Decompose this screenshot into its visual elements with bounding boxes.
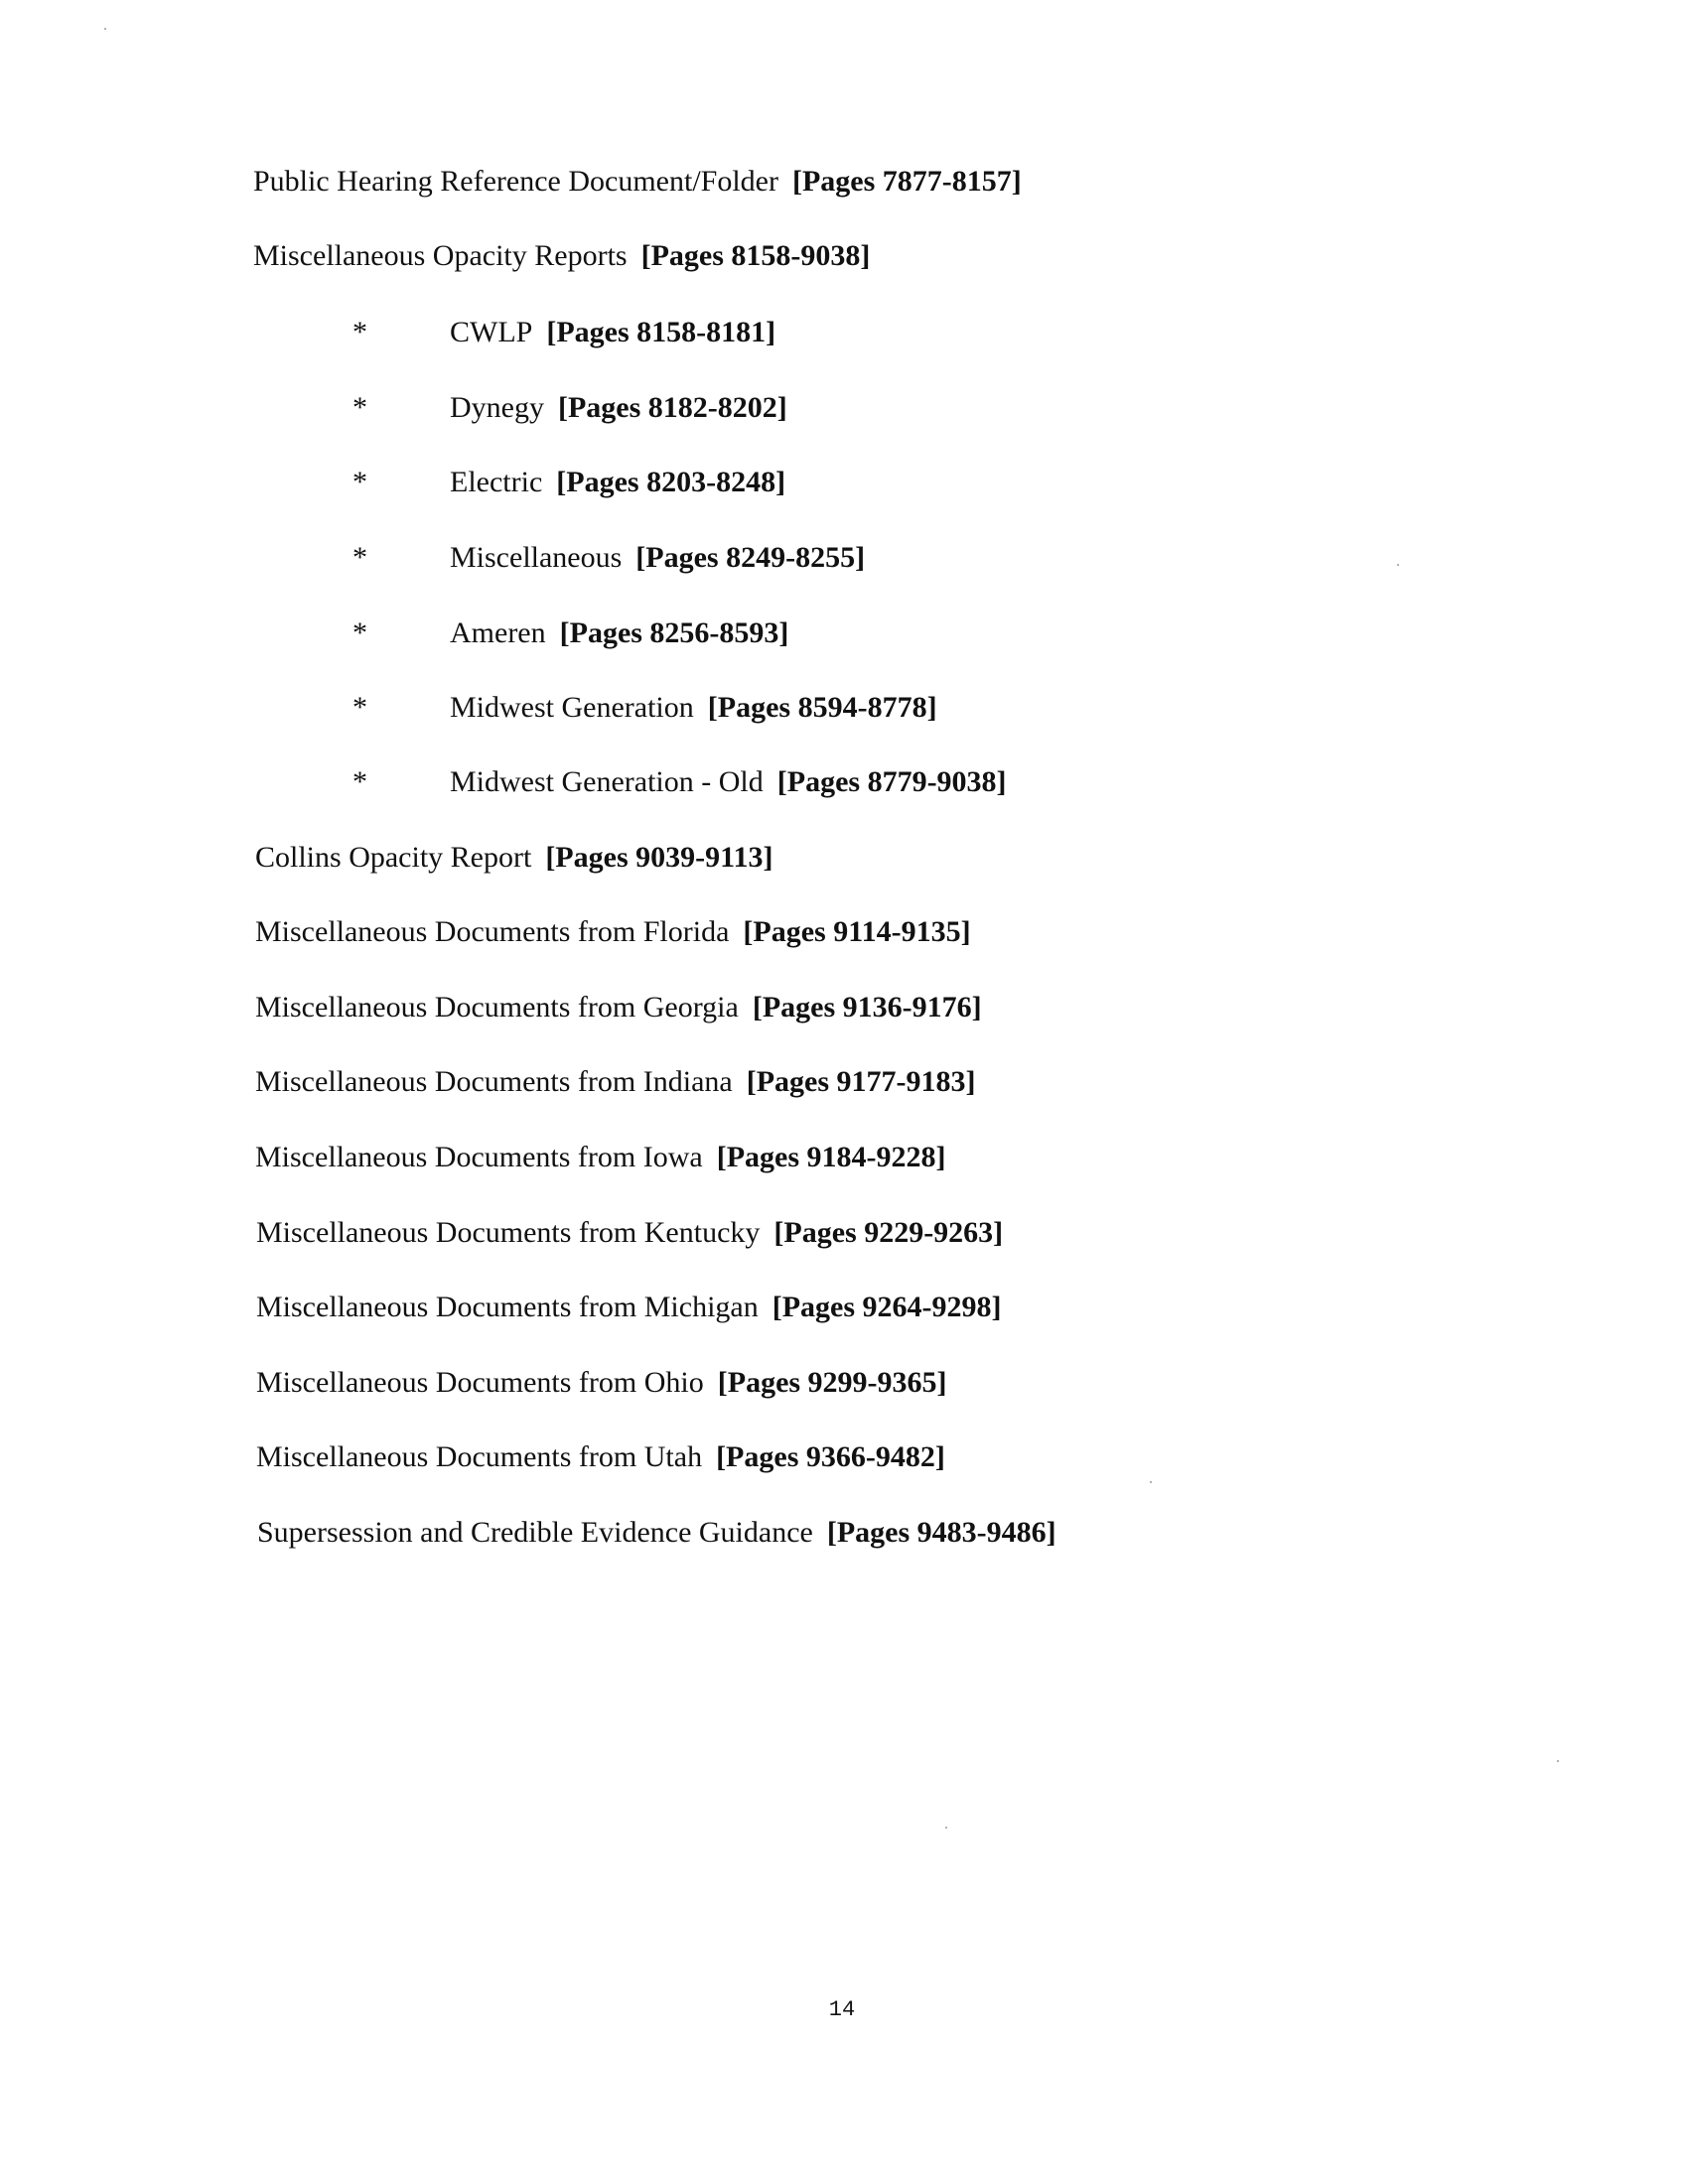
toc-entry (255, 1140, 946, 1175)
toc-subentry (450, 540, 865, 576)
toc-subentry (450, 764, 1007, 800)
subentry-title: Electric (450, 466, 543, 498)
bullet-marker: * (352, 316, 367, 348)
subentry-pages: [Pages 8182-8202] (557, 391, 787, 424)
scan-speck (1397, 564, 1399, 566)
toc-entry (256, 1439, 945, 1475)
subentry-pages: [Pages 8779-9038] (776, 765, 1007, 798)
subentry-title: CWLP (450, 316, 533, 348)
bullet-marker: * (352, 466, 367, 498)
entry-pages: [Pages 9483-9486] (826, 1516, 1056, 1549)
entry-title: Miscellaneous Documents from Michigan (256, 1291, 759, 1323)
entry-pages: [Pages 9264-9298] (772, 1291, 1002, 1323)
toc-entry (256, 1290, 1002, 1325)
toc-entry (253, 238, 870, 274)
bullet-marker: * (352, 691, 367, 724)
toc-entry (255, 1064, 976, 1100)
bullet-marker: * (352, 616, 367, 649)
subentry-title: Dynegy (450, 391, 544, 424)
entry-title: Miscellaneous Documents from Georgia (255, 991, 739, 1024)
entry-title: Miscellaneous Documents from Iowa (255, 1141, 703, 1173)
scan-speck (104, 28, 106, 30)
scan-speck (1150, 1481, 1152, 1483)
entry-pages: [Pages 8158-9038] (640, 239, 871, 272)
entry-title: Miscellaneous Documents from Indiana (255, 1065, 733, 1098)
toc-entry (255, 914, 971, 950)
entry-title: Collins Opacity Report (255, 841, 532, 874)
bullet-marker: * (352, 765, 367, 798)
entry-pages: [Pages 9177-9183] (746, 1065, 976, 1098)
page-number: 14 (828, 1997, 856, 2022)
toc-entry (256, 1215, 1003, 1251)
bullet-marker: * (352, 391, 367, 424)
entry-pages: [Pages 9114-9135] (743, 915, 971, 948)
subentry-pages: [Pages 8203-8248] (556, 466, 786, 498)
entry-title: Miscellaneous Documents from Florida (255, 915, 730, 948)
scan-speck (1557, 1760, 1559, 1762)
entry-pages: [Pages 7877-8157] (791, 165, 1022, 198)
subentry-pages: [Pages 8256-8593] (559, 616, 789, 649)
entry-pages: [Pages 9136-9176] (752, 991, 982, 1024)
entry-pages: [Pages 9039-9113] (545, 841, 773, 874)
entry-pages: [Pages 9299-9365] (717, 1366, 947, 1399)
entry-title: Miscellaneous Opacity Reports (253, 239, 628, 272)
entry-pages: [Pages 9184-9228] (716, 1141, 946, 1173)
entry-title: Public Hearing Reference Document/Folder (253, 165, 778, 198)
subentry-title: Midwest Generation (450, 691, 694, 724)
entry-title: Supersession and Credible Evidence Guidance (257, 1516, 813, 1549)
toc-subentry (450, 390, 787, 426)
toc-subentry (450, 690, 937, 726)
subentry-pages: [Pages 8249-8255] (635, 541, 866, 574)
bullet-marker: * (352, 541, 367, 574)
toc-subentry (450, 615, 788, 651)
toc-entry (253, 164, 1022, 200)
subentry-title: Miscellaneous (450, 541, 623, 574)
toc-subentry (450, 315, 775, 350)
entry-title: Miscellaneous Documents from Kentucky (256, 1216, 761, 1249)
subentry-title: Midwest Generation - Old (450, 765, 764, 798)
subentry-title: Ameren (450, 616, 546, 649)
entry-pages: [Pages 9366-9482] (716, 1440, 945, 1473)
entry-title: Miscellaneous Documents from Utah (256, 1440, 703, 1473)
toc-entry (256, 1365, 947, 1401)
scan-speck (945, 1827, 947, 1829)
toc-entry (255, 840, 772, 876)
entry-pages: [Pages 9229-9263] (773, 1216, 1004, 1249)
toc-entry (257, 1515, 1056, 1551)
entry-title: Miscellaneous Documents from Ohio (256, 1366, 704, 1399)
toc-subentry (450, 465, 785, 500)
toc-entry (255, 990, 982, 1025)
subentry-pages: [Pages 8158-8181] (546, 316, 776, 348)
subentry-pages: [Pages 8594-8778] (707, 691, 937, 724)
